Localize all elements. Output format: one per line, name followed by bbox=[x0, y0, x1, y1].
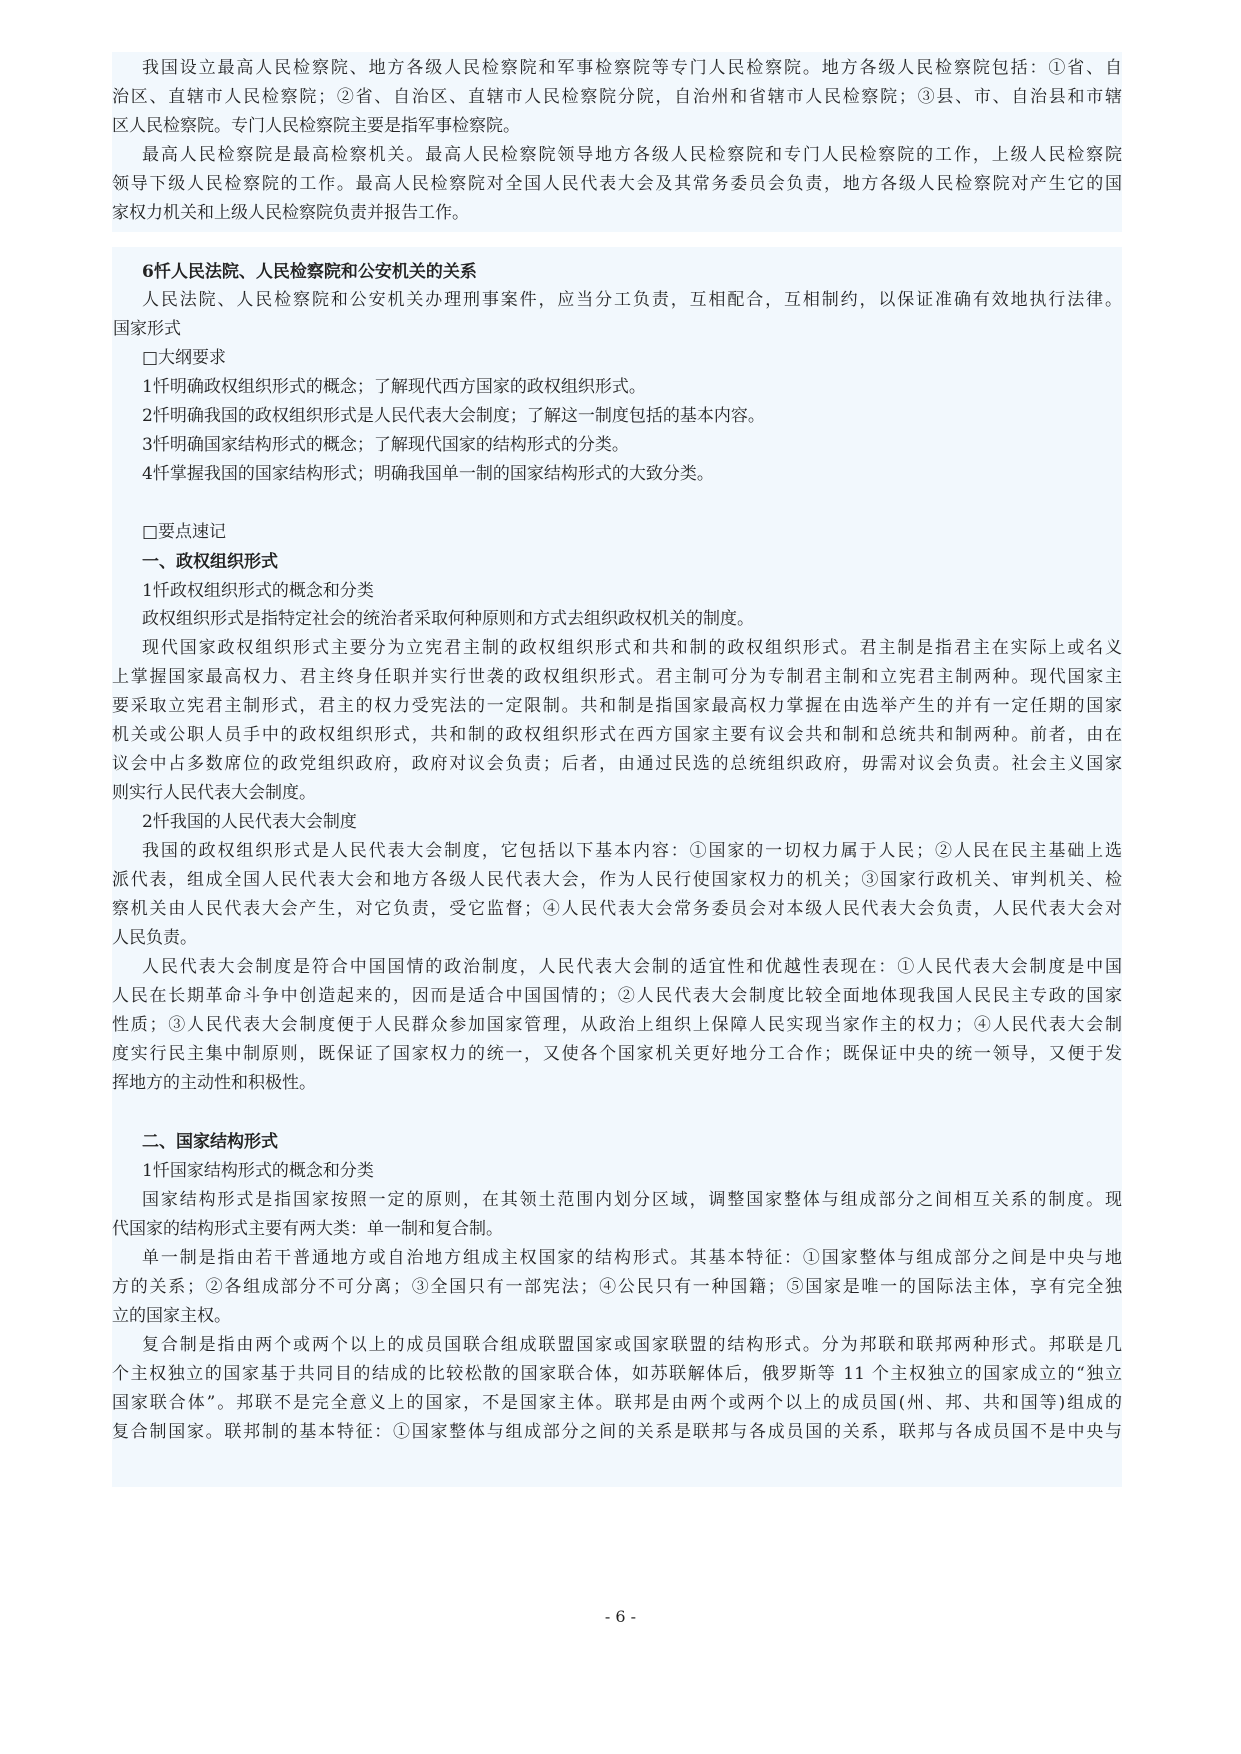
paragraph-line: 治区、直辖市人民检察院；②省、自治区、直辖市人民检察院分院，自治州和省辖市人民检察院；③县、市、自治县和市辖 bbox=[112, 87, 1122, 107]
paragraph-line: 家权力机关和上级人民检察院负责并报告工作。 bbox=[112, 203, 469, 223]
outline-item: 3忏明确国家结构形式的概念；了解现代国家的结构形式的分类。 bbox=[142, 435, 629, 455]
paragraph-line: 则实行人民代表大会制度。 bbox=[112, 783, 316, 803]
page-number: - 6 - bbox=[604, 1607, 637, 1626]
paragraph-line: 要采取立宪君主制形式，君主的权力受宪法的一定限制。共和制是指国家最高权力掌握在由选举产生的并有一定任期的国家 bbox=[112, 696, 1122, 716]
paragraph-line: 立的国家主权。 bbox=[112, 1306, 231, 1326]
paragraph-line: 领导下级人民检察院的工作。最高人民检察院对全国人民代表大会及其常务委员会负责，地方各级人民检察院对产生它的国 bbox=[112, 174, 1122, 194]
paragraph-line: 现代国家政权组织形式主要分为立宪君主制的政权组织形式和共和制的政权组织形式。君主制是指君主在实际上或名义 bbox=[142, 638, 1122, 658]
paragraph-line: 区人民检察院。专门人民检察院主要是指军事检察院。 bbox=[112, 116, 520, 136]
paragraph-line: 人民在长期革命斗争中创造起来的，因而是适合中国国情的；②人民代表大会制度比较全面地体现我国人民民主专政的国家 bbox=[112, 986, 1122, 1006]
paragraph-line: 机关或公职人员手中的政权组织形式，共和制的政权组织形式在西方国家主要有议会共和制和总统共和制两种。前者，由在 bbox=[112, 725, 1122, 745]
paragraph-line: 议会中占多数席位的政党组织政府，政府对议会负责；后者，由通过民选的总统组织政府，毋需对议会负责。社会主义国家 bbox=[112, 754, 1122, 774]
paragraph-line: 国家联合体”。邦联不是完全意义上的国家，不是国家主体。联邦是由两个或两个以上的成员国(州、邦、共和国等)组成的 bbox=[112, 1393, 1122, 1413]
section-heading: 二、国家结构形式 bbox=[142, 1132, 278, 1152]
outline-item: 2忏明确我国的政权组织形式是人民代表大会制度；了解这一制度包括的基本内容。 bbox=[142, 406, 765, 426]
subsection-heading: 2忏我国的人民代表大会制度 bbox=[142, 812, 357, 832]
paragraph-line: 度实行民主集中制原则，既保证了国家权力的统一，又使各个国家机关更好地分工合作；既保证中央的统一领导，又便于发 bbox=[112, 1044, 1122, 1064]
outline-item: 4忏掌握我国的国家结构形式；明确我国单一制的国家结构形式的大致分类。 bbox=[142, 464, 714, 484]
section-title: 国家形式 bbox=[113, 319, 181, 339]
paragraph-line: 我国的政权组织形式是人民代表大会制度，它包括以下基本内容：①国家的一切权力属于人民；②人民在民主基础上选 bbox=[142, 841, 1122, 861]
paragraph-line: 我国设立最高人民检察院、地方各级人民检察院和军事检察院等专门人民检察院。地方各级人民检察院包括：①省、自 bbox=[142, 58, 1122, 78]
subsection-heading: 1忏国家结构形式的概念和分类 bbox=[142, 1161, 374, 1181]
paragraph-line: 单一制是指由若干普通地方或自治地方组成主权国家的结构形式。其基本特征：①国家整体与组成部分之间是中央与地 bbox=[142, 1248, 1122, 1268]
paragraph-line: 政权组织形式是指特定社会的统治者采取何种原则和方式去组织政权机关的制度。 bbox=[142, 609, 754, 629]
paragraph-line: 国家结构形式是指国家按照一定的原则，在其领土范围内划分区域，调整国家整体与组成部分之间相互关系的制度。现 bbox=[142, 1190, 1122, 1210]
paragraph-line: 派代表，组成全国人民代表大会和地方各级人民代表大会，作为人民行使国家权力的机关；③国家行政机关、审判机关、检 bbox=[112, 870, 1122, 890]
paragraph-line: 挥地方的主动性和积极性。 bbox=[112, 1073, 316, 1093]
highlight-band bbox=[112, 247, 1122, 1487]
outline-heading: □要点速记 bbox=[142, 522, 227, 542]
paragraph-line: 最高人民检察院是最高检察机关。最高人民检察院领导地方各级人民检察院和专门人民检察院的工作，上级人民检察院 bbox=[142, 145, 1122, 165]
paragraph-line: 方的关系；②各组成部分不可分离；③全国只有一部宪法；④公民只有一种国籍；⑤国家是唯一的国际法主体，享有完全独 bbox=[112, 1277, 1122, 1297]
subsection-heading: 1忏政权组织形式的概念和分类 bbox=[142, 581, 374, 601]
outline-item: 1忏明确政权组织形式的概念；了解现代西方国家的政权组织形式。 bbox=[142, 377, 646, 397]
paragraph-line: 上掌握国家最高权力、君主终身任职并实行世袭的政权组织形式。君主制可分为专制君主制和立宪君主制两种。现代国家主 bbox=[112, 667, 1122, 687]
paragraph-line: 个主权独立的国家基于共同目的结成的比较松散的国家联合体，如苏联解体后，俄罗斯等 11 个主权独立的国家成立的“独立 bbox=[112, 1364, 1122, 1384]
outline-heading: □大纲要求 bbox=[142, 348, 227, 368]
paragraph-line: 人民法院、人民检察院和公安机关办理刑事案件，应当分工负责，互相配合，互相制约，以保证准确有效地执行法律。 bbox=[142, 290, 1122, 310]
section-heading: 一、政权组织形式 bbox=[142, 552, 278, 572]
paragraph-line: 复合制国家。联邦制的基本特征：①国家整体与组成部分之间的关系是联邦与各成员国的关系，联邦与各成员国不是中央与 bbox=[112, 1422, 1122, 1442]
paragraph-line: 人民负责。 bbox=[112, 928, 197, 948]
paragraph-line: 察机关由人民代表大会产生，对它负责，受它监督；④人民代表大会常务委员会对本级人民代表大会负责，人民代表大会对 bbox=[112, 899, 1122, 919]
paragraph-line: 复合制是指由两个或两个以上的成员国联合组成联盟国家或国家联盟的结构形式。分为邦联和联邦两种形式。邦联是几 bbox=[142, 1335, 1122, 1355]
paragraph-line: 性质；③人民代表大会制度便于人民群众参加国家管理，从政治上组织上保障人民实现当家作主的权力；④人民代表大会制 bbox=[112, 1015, 1122, 1035]
paragraph-line: 人民代表大会制度是符合中国国情的政治制度，人民代表大会制的适宜性和优越性表现在：①人民代表大会制度是中国 bbox=[142, 957, 1122, 977]
section-heading: 6忏人民法院、人民检察院和公安机关的关系 bbox=[142, 262, 477, 282]
paragraph-line: 代国家的结构形式主要有两大类：单一制和复合制。 bbox=[112, 1219, 503, 1239]
